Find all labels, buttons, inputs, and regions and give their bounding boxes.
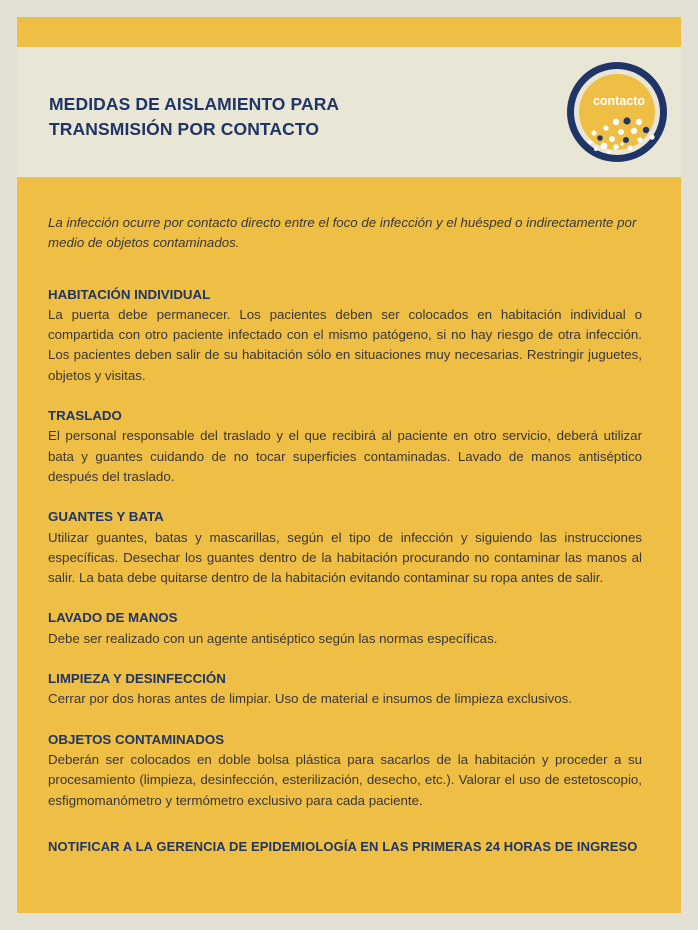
contact-badge-icon — [558, 60, 676, 164]
section-habitacion-individual — [48, 285, 642, 386]
document-content — [48, 213, 642, 857]
section-heading: LIMPIEZA Y DESINFECCIÓN — [48, 671, 226, 687]
intro-text: La infección ocurre por contacto directo entre el foco de infección y el huésped o indirectamente por medio de objetos contaminados. — [48, 215, 637, 251]
logo-label: contacto — [592, 94, 646, 108]
section-body: Deberán ser colocados en doble bolsa plástica para sacarlos de la habitación y proceder a su procesamiento (limpieza, desinfección, esterilización, desecho, etc.). Valorar el uso de estetoscopio, esfigmomanómetro y termómetro exclusivo para cada paciente. — [48, 751, 642, 808]
section-body: Utilizar guantes, batas y mascarillas, según el tipo de infección y siguiendo las instrucciones específicas. Desechar los guantes dentro de la habitación procurando no contaminar las manos al salir. La bata debe quitarse dentro de la habitación evitando contaminar su ropa antes de salir. — [48, 529, 642, 586]
section-lavado-de-manos — [48, 608, 642, 649]
section-body: Debe ser realizado con un agente antiséptico según las normas específicas. — [48, 630, 498, 646]
section-heading: LAVADO DE MANOS — [48, 610, 178, 626]
section-limpieza-y-desinfeccion — [48, 669, 642, 710]
document-page — [17, 17, 681, 913]
section-heading: TRASLADO — [48, 408, 122, 424]
section-heading: HABITACIÓN INDIVIDUAL — [48, 286, 211, 302]
section-traslado — [48, 406, 642, 487]
page-title — [49, 92, 339, 142]
section-heading: OBJETOS CONTAMINADOS — [48, 731, 225, 747]
title-line-1: MEDIDAS DE AISLAMIENTO PARA — [49, 94, 340, 114]
section-body: La puerta debe permanecer. Los pacientes deben ser colocados en habitación individual o compartida con otro paciente infectado con el mismo patógeno, si no hay riesgo de otra infección. Los pacientes deben salir de su habitación sólo en situaciones muy necesarias. Restringir juguetes, objetos y visitas. — [48, 306, 642, 383]
contact-logo — [553, 47, 681, 177]
section-objetos-contaminados — [48, 730, 642, 811]
section-heading: GUANTES Y BATA — [48, 509, 164, 525]
section-body: Cerrar por dos horas antes de limpiar. Uso de material e insumos de limpieza exclusivos. — [48, 691, 572, 707]
section-guantes-y-bata — [48, 507, 642, 588]
section-body: El personal responsable del traslado y el que recibirá al paciente en otro servicio, deberá utilizar bata y guantes cuidando de no tocar superficies contaminadas. Lavado de manos antiséptico después del traslado. — [48, 428, 642, 484]
title-line-2: TRANSMISIÓN POR CONTACTO — [49, 119, 320, 139]
notification-notice: NOTIFICAR A LA GERENCIA DE EPIDEMIOLOGÍA EN LAS PRIMERAS 24 HORAS DE INGRESO — [48, 838, 638, 854]
